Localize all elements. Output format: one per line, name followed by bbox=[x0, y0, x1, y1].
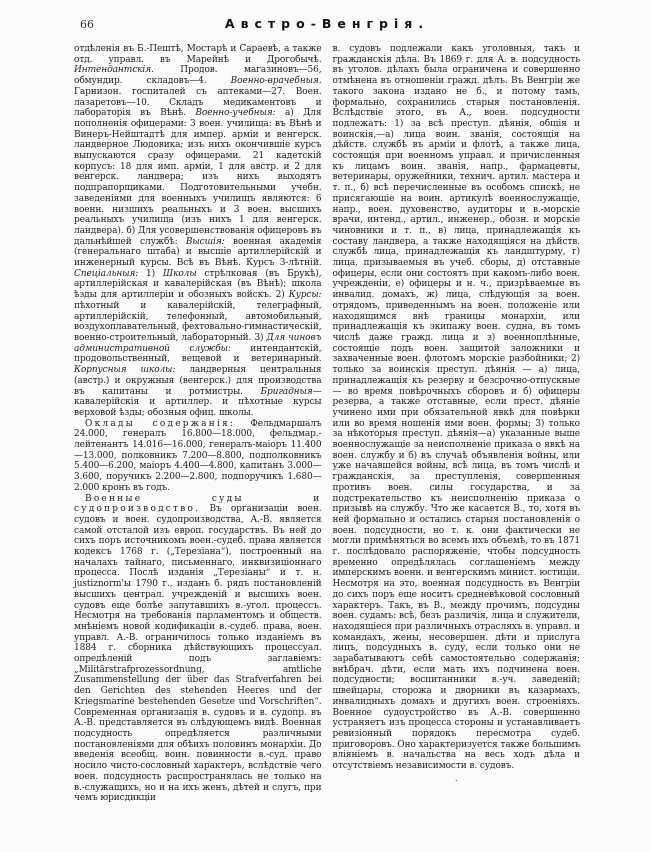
paragraph bbox=[74, 44, 322, 419]
paragraph bbox=[333, 44, 581, 772]
body-text: военная академія (генеральнаго штаба) и высшіе артиллерійскій и инженерный курсы. Всѣ въ Вѣнѣ. Курсъ 3-лѣтній. bbox=[74, 236, 322, 269]
body-text: Въ организаціи воен. судовъ и воен. судопроизводства, А.-В. является самой отсталой изъ европ. государствъ. Въ ней до сихъ поръ источникомъ воен.-судеб. права является кодексъ 1768 г. („Терезіана“), построенный на началахъ тайнаго, письменнаго, инквизиціоннаго процесса. Послѣ изданія „Терезіаны“ и т. н. justiznorm'ы 1790 г., изданъ б. рядъ постановленій высшихъ централ. учрежденій и высшихъ воен. судовъ еще болѣе запутавшихъ в.-угол. процессъ. Несмотря на требованія парламентомъ и обществ. мнѣніемъ новой кодификаціи в.-судеб. права, воен. управл. А.-В. ограничилось только изданіемъ въ 1884 г. сборника дѣйствующихъ процессуал. опредѣленій подъ заглавіемъ: „Militärstrafprozessordnung, amtliche Zusammenstellung der über das Strafverfahren bei den Gerichten des stehenden Heeres und der Kriegsmarine bestehenden Gesetze und Vorschriften“. Современная организація в. судовъ и в. судопр. въ А.-В. представляется въ слѣдующемъ видѣ. Военная подсудность опредѣляется различными постановленіями для обѣихъ половинъ монархіи. До введенія всеобщ. воин. повинности в.-суд. право носило чисто-сословный характеръ, вслѣдствіе чего воен. подсудность распространялась не только на в.-служащихъ, но и на ихъ женъ, дѣтей и слугъ, при чемъ юрисдикціи bbox=[74, 504, 322, 804]
italic-term: Школы bbox=[162, 268, 197, 279]
body-text: —кавалерійскія и артиллер. и пѣхотные курсы верховой ѣзды; обозныя офиц. школы. bbox=[74, 386, 322, 418]
body-text: 1) bbox=[138, 268, 163, 279]
right-column bbox=[333, 44, 581, 804]
body-text: Продов. магазиновъ—56, обмундир. складовъ—4. bbox=[74, 65, 322, 87]
italic-term: Спеціальныя: bbox=[74, 268, 139, 279]
body-text: отдѣленія въ Б.-Пештѣ, Мостарѣ и Сараевѣ, а также отд. управл. въ Марейнѣ и Дрогобычѣ. bbox=[74, 44, 322, 65]
italic-term: Высшія: bbox=[185, 236, 225, 247]
body-text: интендантскій, продовольственный, вещевой и ветеринарный. bbox=[74, 343, 322, 365]
page-number: 66 bbox=[80, 18, 94, 31]
italic-term: Для чиновъ административной службы: bbox=[74, 332, 322, 354]
body-text: Фельдмаршалъ 24.000, генералъ 16.800—18.000, фельдмар.-лейтенантъ 14.016—16.000, генералъ-маіоръ 11.400—13.000, полковникъ 7.200—8.800, подполковникъ 5.400—6.200, маіоръ 4.400—4.800, капитанъ 3.000—3.600, поручикъ 2.200—2.800, подпоручикъ 1.680—2.000 кронъ въ годъ. bbox=[74, 418, 322, 493]
italic-term: Интендантскія. bbox=[74, 65, 154, 76]
body-text: Гарнизон. госпиталей съ аптеками—27. Воен. лазаретовъ—10. Складъ медикаментовъ и лабораторія въ Вѣнѣ. bbox=[74, 86, 322, 119]
paragraph bbox=[74, 494, 322, 804]
page-header bbox=[74, 16, 580, 38]
spaced-heading: Военные суды и судопроизводство. bbox=[74, 493, 322, 515]
italic-term: Корпусныя школы: bbox=[74, 365, 176, 376]
body-text: стрѣлковая (въ Брукѣ), артиллерійская и кавалерійская (въ Вѣнѣ); школа ѣзды для артиллеріи и обозныхъ войскъ. 2) bbox=[74, 268, 322, 301]
page-title: Австро-Венгрія. bbox=[224, 16, 430, 31]
body-text: пѣхотный и кавалерійскій, телеграфный, артиллерійскій, телефонный, автомобильный, воздухоплавательный, фехтовально-гимнастическій, военно-строительный, лабораторный. 3) bbox=[74, 300, 322, 343]
text-columns bbox=[74, 44, 580, 804]
body-text: ландверныя центральныя (австр.) и окружныя (венгерск.) для производства въ капитаны и ротмистры. bbox=[74, 365, 322, 397]
italic-term: Военно-врачебныя. bbox=[230, 76, 322, 87]
paragraph bbox=[74, 419, 322, 494]
spaced-heading: Оклады содержанія: bbox=[85, 418, 236, 429]
italic-term: Курсы: bbox=[288, 290, 322, 301]
italic-term: Военно-учебныя: bbox=[195, 108, 276, 119]
italic-term: Бригадныя bbox=[260, 386, 313, 397]
section-end-mark: . bbox=[454, 773, 458, 784]
left-column bbox=[74, 44, 322, 804]
body-text: а) Для пополненія офицерами: 3 воен. училища: въ Вѣнѣ и Винеръ-Нейштадтѣ для импер. арміи и венгерск. ландверное Людовика; изъ нихъ окончившіе курсъ выпускаются сразу офицерами. 21 кадетскій корпусъ: 18 для имп. арміи, 1 для австр. и 2 для венгерск. ландвера; изъ нихъ выходятъ подпрапорщиками. Подготовительными учебн. заведеніями для военныхъ училищъ являются: 6 военн. низшихъ реальныхъ и 3 воен. высшихъ реальныхъ училища (изъ нихъ 1 для венгерск. ландвера). б) Для усовершенствованія офицеровъ въ дальнѣйшей службѣ: bbox=[74, 108, 322, 247]
body-text: в. судовъ подлежали какъ уголовныя, такъ и гражданскія дѣла. Въ 1869 г. для А. в. подсудность въ уголов. дѣлахъ была ограничена и совершенно отмѣнена въ отношеніи гражд. дѣлъ. Въ Венгріи же такого закона издано не б., и потому тамъ, формально, сохранились старыя постановленія. Вслѣдствіе этого, въ А., воен. подсудности подлежатъ: 1) за всѣ преступ. дѣянія, общія и воинскія,—а) лица воин. званія, состоящія на дѣйств. службѣ въ арміи и флотѣ, а также лица, состоящія при военномъ управл. и причисленныя къ лицамъ воин. званія, напр., фармацевты, ветеринары, оружейники, технич. артил. мастера и т. п., б) всѣ перечисленные въ особомъ спискѣ, не присягающіе на воин. артикулѣ военнослужащіе, напр., воен. духовенство, аудиторы и в.-морскіе врачи, интенд., артил., инженер., обозн. и морскіе чиновники и т. п., в) лица, принадлежащія къ составу ландвера, а также находящіяся на дѣйств. службѣ лица, принадлежащія къ ландштурму, г) лица, призываемыя въ учеб. сборы, д) отставные офицеры, если они состоятъ при какомъ-либо воен. учрежденіи, е) офицеры и н. ч., призрѣваемые въ инвалид. домахъ, ж) лица, слѣдующія за воен. отрядомъ, приведеннымъ на воен. положеніе или находящимся внѣ границы монархіи, или принадлежащія къ экипажу воен. судна, въ томъ числѣ даже гражд. лица и з) военноплѣнные, состоящіе подъ воен. защитой заложники и захваченные воен. флотомъ морскіе разбойники; 2) только за воинскія преступ. дѣянія — а) лица, принадлежащія къ резерву и безсрочно-отпускные — во время повѣрочныхъ сборовъ и б) офицеры резерва, а также отставные, если прест. дѣяніе учинено ими при обязательной явкѣ для повѣрки или во время ношенія ими воен. формы; 3) только за нѣкоторыя преступ. дѣянія—а) указанные выше военнослужащіе за неисполненіе приказа о явкѣ на воен. службу и б) въ случаѣ объявленія войны, или уже начавшейся войны, всѣ лица, въ томъ числѣ и гражданскія, за преступленія, совершенныя противъ воен. силы государства, и за подстрекательство къ неисполненію приказа о призывѣ на службу. Что же касается В., то, хотя въ ней формально и остались старыя постановленія о воен. подсудности, но т. к. они фактически не могли примѣняться во всемъ ихъ объемѣ, то въ 1871 г. послѣдовало распоряженіе, чтобы подсудность временно опредѣлялась соглашеніемъ между имперскимъ военн. и венгерскимъ минист. юстиціи. Несмотря на это, военная подсудность въ Венгріи до сихъ поръ еще носитъ средневѣковой сословный характеръ. Такъ, въ В., между прочимъ, подсудны воен. судамъ: всѣ, безъ различія, лица и служители, находящіеся при различныхъ отрасляхъ в. управл. и командахъ, жены, несовершен. дѣти и прислуга лицъ, подсудныхъ в. суду, если только они не зарабатываютъ себѣ самостоятельно содержанія; внѣбрач. дѣти, если мать ихъ подчинена воен. подсудности; воспитанники в.-уч. заведеній; швейцары, сторожа и дворники въ казармахъ, инвалидныхъ домахъ и другихъ воен. строеніяхъ. Военное судоустройство въ А.-В. совершенно устраняетъ изъ процесса стороны и устанавливаетъ ревизіонный порядокъ пересмотра судеб. приговоровъ. Оно характеризуется также большимъ вліяніемъ в. начальства на весь ходъ дѣла и отсутствіемъ независимости в. судовъ. bbox=[332, 44, 580, 772]
